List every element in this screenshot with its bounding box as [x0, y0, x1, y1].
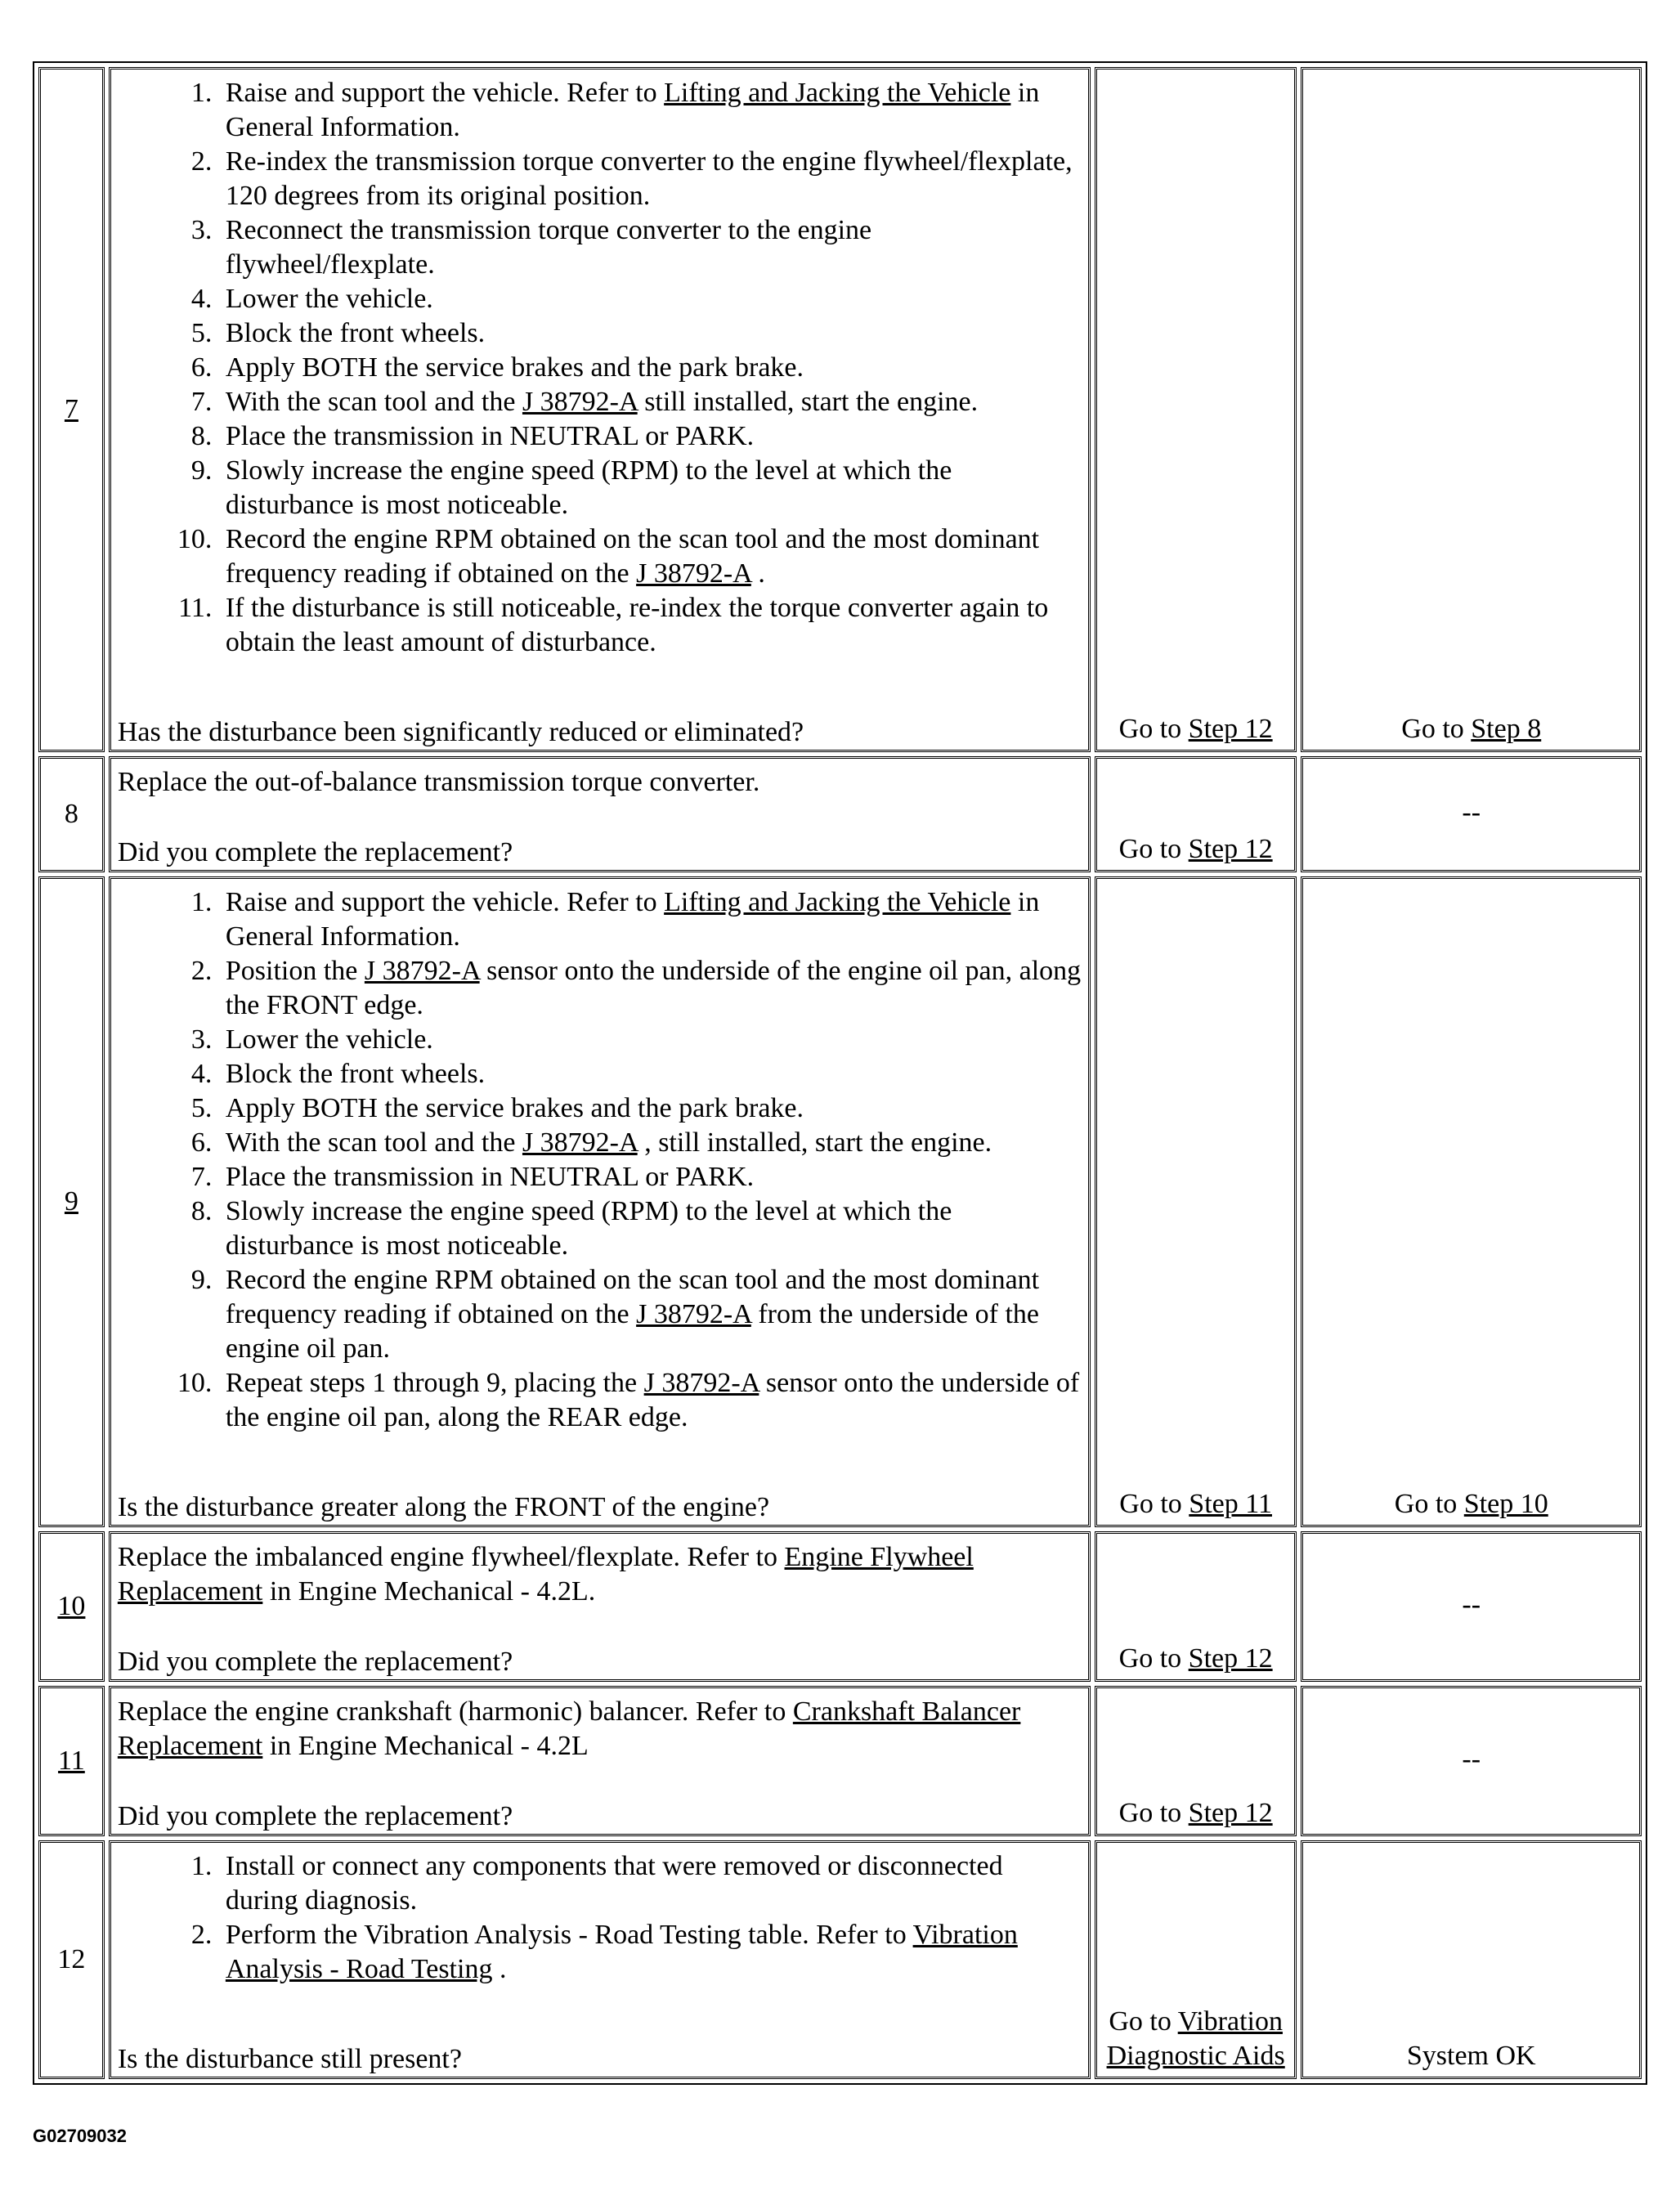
no-result-text: -- [1462, 1744, 1481, 1774]
question-text: Did you complete the replacement? [117, 1647, 513, 1677]
yes-cell [1095, 67, 1297, 752]
yes-cell [1095, 1686, 1297, 1836]
action-cell [109, 67, 1091, 752]
text-fragment: Record the engine RPM obtained on the scan tool and the most dominant frequency reading if obtained on the [225, 524, 1040, 589]
procedure-item [219, 351, 1082, 385]
procedure-item [219, 419, 1082, 454]
table-row [38, 876, 1642, 1527]
diagnostic-table [33, 61, 1647, 2085]
step-number: 12 [57, 1944, 86, 1974]
step-number-cell [38, 1840, 105, 2079]
text-fragment: If the disturbance is still noticeable, re-index the torque converter again to obtain the least amount of disturbance. [225, 593, 1049, 657]
yes-prefix: Go to [1109, 2006, 1178, 2037]
reference-link[interactable]: J 38792-A [364, 956, 480, 986]
text-fragment: in General Information. [225, 887, 1040, 952]
yes-step-link[interactable]: Step 12 [1188, 714, 1273, 744]
yes-prefix: Go to [1118, 1798, 1189, 1828]
no-result-text: -- [1462, 797, 1481, 827]
no-cell [1301, 876, 1642, 1527]
text-fragment: Raise and support the vehicle. Refer to [225, 78, 665, 108]
text-fragment: still installed, start the engine. [637, 387, 979, 417]
step-number-cell [38, 1531, 105, 1682]
question-text: Did you complete the replacement? [117, 1801, 513, 1831]
procedure-item [219, 591, 1082, 660]
yes-prefix: Go to [1118, 714, 1189, 744]
no-result-text: System OK [1406, 2041, 1536, 2071]
table-row [38, 1686, 1642, 1836]
action-cell [109, 876, 1091, 1527]
yes-step-link[interactable]: Step 12 [1188, 834, 1273, 864]
yes-step-link[interactable]: Vibration Diagnostic Aids [1106, 2006, 1285, 2071]
text-fragment: . [492, 1954, 507, 1984]
procedure-item [219, 1160, 1082, 1194]
text-fragment: Raise and support the vehicle. Refer to [225, 887, 665, 917]
text-fragment: With the scan tool and the [225, 1127, 522, 1158]
yes-cell [1095, 1531, 1297, 1682]
text-fragment: Repeat steps 1 through 9, placing the [225, 1368, 644, 1398]
yes-step-link[interactable]: Step 12 [1188, 1643, 1273, 1674]
action-cell [109, 1686, 1091, 1836]
yes-cell [1095, 1840, 1297, 2079]
text-fragment: Re-index the transmission torque converter to the engine flywheel/flexplate, 120 degrees from its original position. [225, 146, 1073, 211]
question-text: Has the disturbance been significantly reduced or eliminated? [117, 717, 804, 747]
step-number-cell [38, 876, 105, 1527]
reference-link[interactable]: J 38792-A [636, 558, 751, 589]
text-fragment: in General Information. [225, 78, 1040, 142]
procedure-item [219, 1849, 1082, 1918]
procedure-item [219, 145, 1082, 213]
text-fragment: Place the transmission in NEUTRAL or PARK. [225, 1162, 755, 1192]
text-fragment: Place the transmission in NEUTRAL or PARK. [225, 421, 755, 451]
action-cell [109, 1531, 1091, 1682]
text-fragment: sensor onto the underside of the engine oil pan, along the REAR edge. [225, 1368, 1080, 1432]
no-cell [1301, 1531, 1642, 1682]
procedure-item [219, 1057, 1082, 1091]
figure-id: G02709032 [33, 2126, 127, 2146]
step-number-cell [38, 67, 105, 752]
no-step-link[interactable]: Step 10 [1463, 1489, 1548, 1519]
procedure-list [118, 885, 1082, 1435]
procedure-item [219, 954, 1082, 1023]
action-cell [109, 756, 1091, 872]
text-fragment: With the scan tool and the [225, 387, 522, 417]
text-fragment: Reconnect the transmission torque converter to the engine flywheel/flexplate. [225, 215, 872, 280]
procedure-item [219, 1023, 1082, 1057]
text-fragment: Block the front wheels. [225, 1059, 486, 1089]
procedure-item [219, 1091, 1082, 1126]
text-fragment: , still installed, start the engine. [637, 1127, 992, 1158]
yes-prefix: Go to [1118, 1643, 1189, 1674]
text-fragment: in Engine Mechanical - 4.2L [262, 1731, 589, 1761]
procedure-list [118, 76, 1082, 660]
procedure-item [219, 454, 1082, 522]
yes-prefix: Go to [1118, 834, 1189, 864]
text-fragment: Install or connect any components that were removed or disconnected during diagnosis. [225, 1851, 1003, 1916]
yes-step-link[interactable]: Step 12 [1188, 1798, 1273, 1828]
text-fragment: Replace the imbalanced engine flywheel/flexplate. Refer to [117, 1542, 785, 1572]
table-row [38, 756, 1642, 872]
text-fragment: from the underside of the engine oil pan. [225, 1299, 1040, 1364]
question-text: Is the disturbance greater along the FRONT of the engine? [117, 1492, 770, 1522]
reference-link[interactable]: Crankshaft Balancer Replacement [117, 1696, 1021, 1761]
step-number-link[interactable]: 7 [64, 394, 78, 424]
procedure-item [219, 1918, 1082, 1987]
text-fragment: Replace the engine crankshaft (harmonic) balancer. Refer to [117, 1696, 793, 1727]
reference-link[interactable]: J 38792-A [636, 1299, 751, 1329]
no-cell [1301, 1686, 1642, 1836]
reference-link[interactable]: Vibration Analysis - Road Testing [225, 1920, 1018, 1984]
text-fragment: Record the engine RPM obtained on the scan tool and the most dominant frequency reading if obtained on the [225, 1265, 1040, 1329]
table-row [38, 1840, 1642, 2079]
action-cell [109, 1840, 1091, 2079]
procedure-item [219, 885, 1082, 954]
reference-link[interactable]: Lifting and Jacking the Vehicle [664, 78, 1011, 108]
no-prefix: Go to [1401, 714, 1472, 744]
yes-step-link[interactable]: Step 11 [1189, 1489, 1272, 1519]
yes-prefix: Go to [1119, 1489, 1189, 1519]
question-text: Did you complete the replacement? [117, 837, 513, 867]
table-row [38, 67, 1642, 752]
procedure-item [219, 1366, 1082, 1435]
action-text: Replace the out-of-balance transmission torque converter. [117, 767, 760, 797]
step-number-link[interactable]: 10 [57, 1591, 86, 1621]
text-fragment: Lower the vehicle. [225, 284, 433, 314]
text-fragment: Perform the Vibration Analysis - Road Testing table. Refer to [225, 1920, 913, 1950]
step-number-link[interactable]: 9 [64, 1186, 78, 1217]
step-number: 8 [64, 799, 78, 829]
text-fragment: . [750, 558, 765, 589]
no-result-text: -- [1462, 1589, 1481, 1620]
no-cell [1301, 756, 1642, 872]
reference-link[interactable]: J 38792-A [522, 387, 638, 417]
yes-cell [1095, 756, 1297, 872]
text-fragment: Block the front wheels. [225, 318, 486, 348]
reference-link[interactable]: Engine Flywheel Replacement [117, 1542, 974, 1607]
table-row [38, 1531, 1642, 1682]
reference-link[interactable]: J 38792-A [522, 1127, 638, 1158]
text-fragment: Apply BOTH the service brakes and the park brake. [225, 352, 804, 383]
no-cell [1301, 1840, 1642, 2079]
procedure-item [219, 282, 1082, 316]
reference-link[interactable]: J 38792-A [643, 1368, 759, 1398]
step-number-link[interactable]: 11 [58, 1746, 85, 1776]
action-text [118, 1695, 1082, 1763]
text-fragment: Slowly increase the engine speed (RPM) to the level at which the disturbance is most noticeable. [225, 1196, 952, 1261]
procedure-item [219, 213, 1082, 282]
procedure-item [219, 1194, 1082, 1263]
procedure-item [219, 385, 1082, 419]
procedure-item [219, 316, 1082, 351]
text-fragment: Apply BOTH the service brakes and the park brake. [225, 1093, 804, 1123]
text-fragment: Slowly increase the engine speed (RPM) to the level at which the disturbance is most noticeable. [225, 455, 952, 520]
procedure-item [219, 522, 1082, 591]
no-cell [1301, 67, 1642, 752]
text-fragment: Lower the vehicle. [225, 1024, 433, 1055]
no-prefix: Go to [1394, 1489, 1464, 1519]
question-text: Is the disturbance still present? [117, 2044, 462, 2074]
procedure-item [219, 1126, 1082, 1160]
step-number-cell [38, 756, 105, 872]
yes-cell [1095, 876, 1297, 1527]
diagnostic-table-body [38, 67, 1642, 2079]
procedure-item [219, 1263, 1082, 1366]
reference-link[interactable]: Lifting and Jacking the Vehicle [664, 887, 1011, 917]
text-fragment: in Engine Mechanical - 4.2L. [262, 1576, 596, 1607]
procedure-list [118, 1849, 1082, 1987]
no-step-link[interactable]: Step 8 [1471, 714, 1542, 744]
text-fragment: sensor onto the underside of the engine oil pan, along the FRONT edge. [225, 956, 1082, 1020]
action-text [118, 1540, 1082, 1609]
step-number-cell [38, 1686, 105, 1836]
procedure-item [219, 76, 1082, 145]
text-fragment: Position the [225, 956, 365, 986]
